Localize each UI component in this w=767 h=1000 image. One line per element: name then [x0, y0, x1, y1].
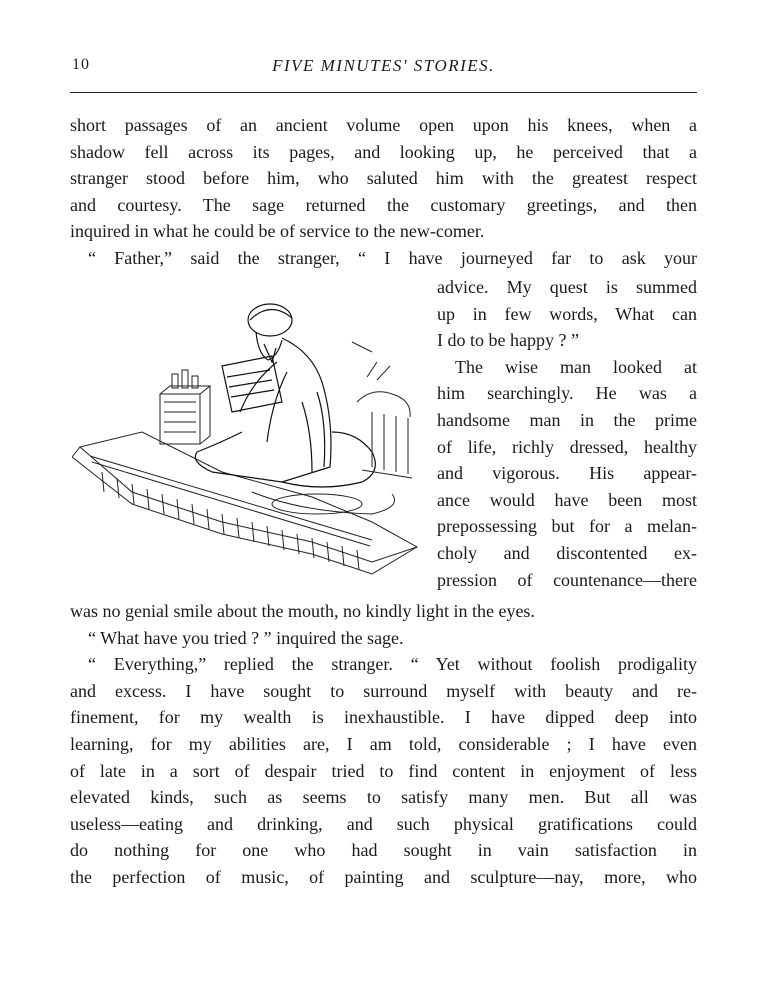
floor-carpet: [72, 432, 417, 574]
chair-and-cushion: [252, 342, 412, 514]
text-line: choly and discontented ex-: [437, 542, 697, 563]
text-line: up in few words, What can: [437, 303, 697, 324]
books-and-bottles: [160, 370, 210, 444]
text-line: and vigorous. His appear-: [437, 463, 697, 484]
text-line: of late in a sort of despair tried to find content in enjoyment of less: [70, 760, 697, 781]
text-line: and courtesy. The sage returned the customary greetings, and then: [70, 194, 697, 215]
page-number: 10: [72, 56, 90, 73]
running-title: FIVE MINUTES' STORIES.: [272, 56, 495, 75]
text-line: inquired in what he could be of service to the new-comer.: [70, 221, 485, 242]
text-line: “ Everything,” replied the stranger. “ Yet without foolish prodigality: [88, 654, 697, 675]
seated-sage-figure: [195, 304, 375, 487]
text-line: do nothing for one who had sought in vain satisfaction in: [70, 840, 697, 861]
text-line: of life, richly dressed, healthy: [437, 436, 697, 457]
top-paragraphs: [70, 112, 697, 272]
text-line: was no genial smile about the mouth, no kindly light in the eyes.: [70, 601, 535, 621]
text-line: shadow fell across its pages, and looking up, he perceived that a: [70, 141, 697, 162]
text-line: I do to be happy ? ”: [437, 330, 579, 351]
text-line: advice. My quest is summed: [437, 277, 697, 297]
text-line: “ What have you tried ? ” inquired the sage.: [88, 627, 404, 648]
text-line: short passages of an ancient volume open upon his knees, when a: [70, 115, 697, 135]
header-rule: [70, 92, 697, 93]
text-line: The wise man looked at: [455, 356, 697, 377]
text-line: “ Father,” said the stranger, “ I have journeyed far to ask your: [88, 247, 697, 268]
text-line: the perfection of music, of painting and sculpture—nay, more, who: [70, 866, 697, 887]
text-line: pression of countenance—there: [437, 569, 697, 590]
text-line: and excess. I have sought to surround myself with beauty and re-: [70, 680, 697, 701]
text-line: prepossessing but for a melan-: [437, 516, 697, 537]
text-line: learning, for my abilities are, I am told, considerable ; I have even: [70, 733, 697, 754]
wrapped-text-column: [437, 274, 697, 593]
text-line: him searchingly. He was a: [437, 383, 697, 404]
text-line: elevated kinds, such as seems to satisfy many men. But all was: [70, 787, 697, 808]
text-line: finement, for my wealth is inexhaustible. I have dipped deep into: [70, 707, 697, 728]
text-line: useless—eating and drinking, and such physical gratifications could: [70, 813, 697, 834]
text-line: ance would have been most: [437, 489, 697, 510]
sage-reading-illustration: [72, 282, 422, 578]
page-header: [70, 56, 697, 80]
text-line: stranger stood before him, who saluted him with the greatest respect: [70, 168, 697, 189]
bottom-paragraphs: [70, 598, 697, 891]
text-line: handsome man in the prime: [437, 409, 697, 430]
